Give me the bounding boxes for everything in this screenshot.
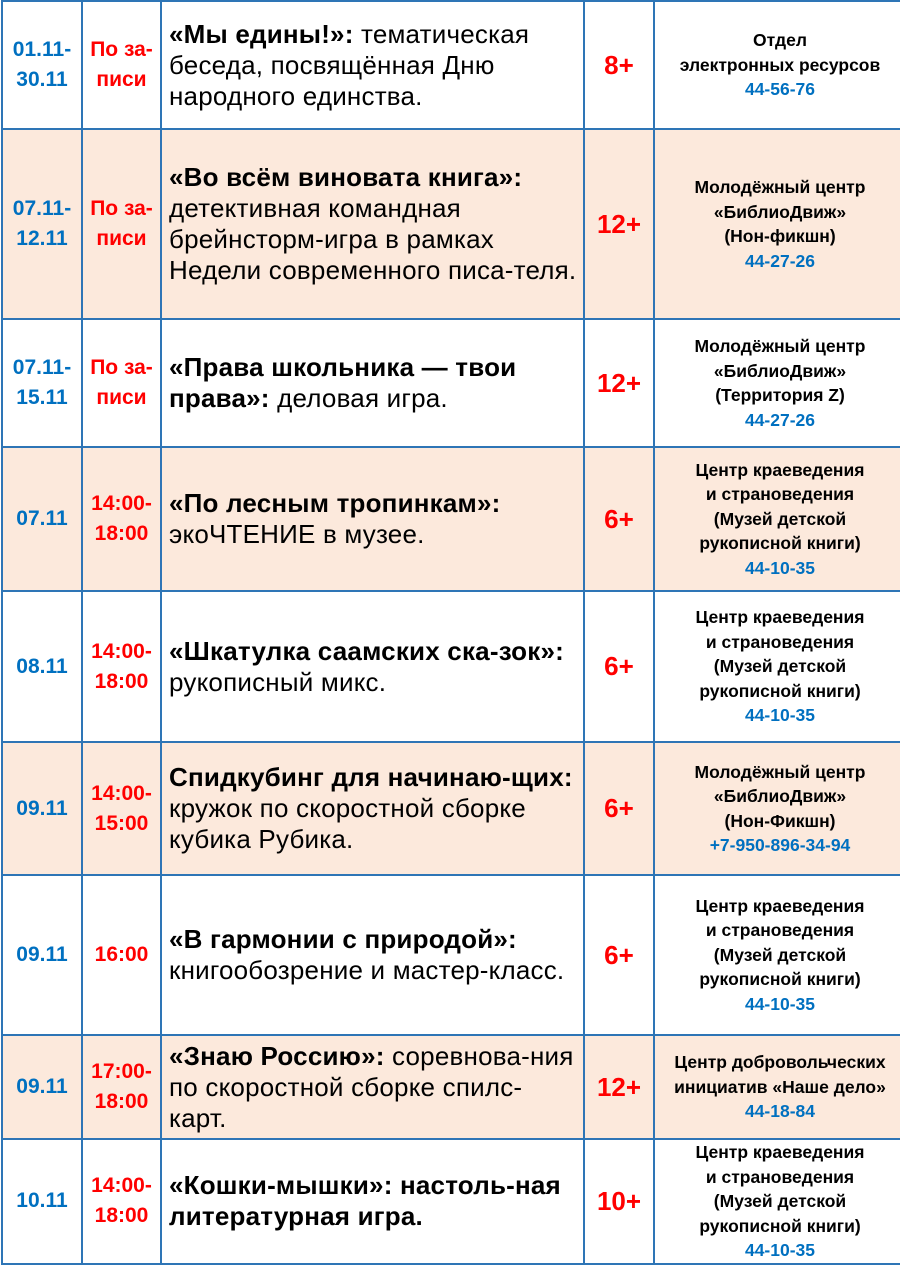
event-title	[161, 319, 584, 447]
venue-line: электронных ресурсов	[679, 54, 881, 75]
event-date	[2, 1, 82, 129]
event-time-line: писи	[96, 386, 147, 409]
event-time-line: 15:00	[94, 811, 149, 835]
event-title	[161, 1035, 584, 1139]
event-venue	[654, 1139, 900, 1264]
event-date	[2, 447, 82, 591]
event-date	[2, 1035, 82, 1139]
age-rating: 10+	[584, 1139, 654, 1264]
event-time-line: По за-	[90, 38, 153, 61]
event-time	[82, 1139, 161, 1264]
event-date	[2, 875, 82, 1035]
age-rating: 12+	[584, 129, 654, 319]
event-description: деловая игра.	[269, 383, 448, 413]
age-rating: 6+	[584, 875, 654, 1035]
event-time-line: По за-	[90, 197, 153, 220]
event-date-line: 07.11	[16, 507, 68, 530]
age-rating: 6+	[584, 447, 654, 591]
event-venue	[654, 875, 900, 1035]
event-date-line: 09.11	[16, 1075, 68, 1098]
venue-line: (Музей детской	[713, 508, 847, 529]
event-time	[82, 319, 161, 447]
event-date-line: 01.11-	[12, 38, 72, 61]
event-date-line: 07.11-	[12, 356, 72, 379]
event-date-line: 30.11	[16, 68, 68, 91]
event-venue	[654, 1035, 900, 1139]
venue-line: Молодёжный центр	[694, 177, 866, 197]
venue-line: Центр краеведения	[695, 607, 865, 628]
venue-line: (Музей детской	[713, 1191, 847, 1211]
venue-line: Центр краеведения	[695, 1142, 865, 1162]
venue-line: (Музей детской	[713, 656, 847, 677]
event-description: экоЧТЕНИЕ в музее.	[169, 519, 425, 549]
event-date	[2, 129, 82, 319]
age-rating: 6+	[584, 591, 654, 742]
event-description: детективная командная брейнсторм-игра в рамках Недели современного писа-теля.	[169, 193, 577, 285]
event-name: «Во всём виновата книга»:	[169, 162, 523, 192]
event-venue	[654, 447, 900, 591]
event-name: «Мы едины!»:	[169, 18, 354, 49]
table-row	[2, 875, 900, 1035]
venue-line: Центр добровольческих	[674, 1052, 886, 1073]
event-name: «Права школьника — твои права»:	[169, 352, 517, 413]
event-title	[161, 447, 584, 591]
events-table-body	[2, 1, 900, 1264]
event-time-line: 18:00	[94, 522, 149, 545]
event-title	[161, 875, 584, 1035]
event-name: «Знаю Россию»:	[169, 1040, 385, 1071]
event-title	[161, 1, 584, 129]
venue-phone: 44-27-26	[744, 409, 816, 430]
event-time	[82, 1, 161, 129]
event-time-line: 16:00	[94, 943, 149, 966]
event-time-line: 18:00	[94, 669, 149, 693]
event-date-line: 12.11	[16, 227, 68, 250]
venue-line: Молодёжный центр	[694, 761, 866, 782]
venue-line: (Нон-фикшн)	[724, 226, 836, 246]
event-description: кружок по скоростной сборке кубика Рубика.	[169, 793, 526, 854]
table-row	[2, 742, 900, 875]
event-date	[2, 742, 82, 875]
event-venue	[654, 319, 900, 447]
event-date-line: 09.11	[16, 943, 68, 966]
venue-line: Отдел	[753, 30, 807, 51]
table-row	[2, 1, 900, 129]
event-time	[82, 591, 161, 742]
venue-line: и страноведения	[705, 920, 855, 941]
venue-line: «БиблиоДвиж»	[713, 786, 847, 806]
event-time-line: 14:00-	[91, 492, 152, 515]
event-date-line: 10.11	[16, 1189, 68, 1213]
event-time-line: 18:00	[94, 1090, 149, 1113]
event-time	[82, 1035, 161, 1139]
venue-phone: 44-10-35	[744, 1240, 816, 1260]
event-date	[2, 319, 82, 447]
venue-phone: 44-27-26	[744, 250, 816, 271]
event-date-line: 09.11	[16, 796, 68, 820]
event-venue	[654, 742, 900, 875]
venue-phone: 44-10-35	[744, 993, 816, 1014]
venue-line: инициатив «Наше дело»	[674, 1076, 886, 1097]
table-row	[2, 129, 900, 319]
venue-phone: 44-10-35	[744, 557, 816, 578]
venue-line: Молодёжный центр	[694, 336, 866, 356]
event-name: «Кошки-мышки»: настоль-ная литературная игра.	[169, 1170, 561, 1232]
table-row	[2, 1139, 900, 1264]
event-time-line: 18:00	[94, 1204, 149, 1228]
event-time-line: 17:00-	[91, 1060, 152, 1083]
event-time-line: По за-	[90, 356, 153, 379]
event-venue	[654, 591, 900, 742]
event-time	[82, 742, 161, 875]
age-rating: 8+	[584, 1, 654, 129]
venue-line: (Нон-Фикшн)	[724, 810, 836, 831]
event-description: соревнова-ния по скоростной сборке спилс-карт.	[169, 1040, 574, 1133]
venue-phone: 44-10-35	[744, 705, 816, 726]
venue-line: Центр краеведения	[695, 459, 865, 480]
table-row	[2, 447, 900, 591]
event-title	[161, 129, 584, 319]
venue-line: рукописной книги)	[699, 533, 861, 554]
event-description: книгообозрение и мастер-класс.	[169, 955, 565, 985]
venue-line: и страноведения	[705, 631, 855, 652]
event-title	[161, 1139, 584, 1264]
venue-line: «БиблиоДвиж»	[713, 360, 847, 381]
venue-line: (Музей детской	[713, 944, 847, 965]
venue-line: и страноведения	[705, 1166, 855, 1187]
event-time-line: 14:00-	[91, 1174, 152, 1198]
event-venue	[654, 129, 900, 319]
venue-phone: 44-56-76	[744, 79, 816, 100]
event-venue	[654, 1, 900, 129]
event-time	[82, 875, 161, 1035]
event-date	[2, 1139, 82, 1264]
venue-line: (Территория Z)	[715, 385, 845, 405]
venue-line: рукописной книги)	[699, 969, 861, 990]
venue-phone: +7-950-896-34-94	[709, 835, 851, 855]
venue-line: Центр краеведения	[695, 895, 865, 916]
venue-line: «БиблиоДвиж»	[713, 201, 847, 222]
event-date-line: 15.11	[16, 386, 68, 409]
venue-line: рукописной книги)	[699, 680, 861, 701]
event-description: тематическая беседа, посвящённая Дню народного единства.	[169, 18, 530, 111]
event-time-line: писи	[96, 68, 147, 91]
event-date	[2, 591, 82, 742]
event-time-line: 14:00-	[91, 781, 152, 805]
event-date-line: 08.11	[16, 654, 68, 678]
event-date-line: 07.11-	[12, 197, 72, 220]
table-row	[2, 319, 900, 447]
events-table	[1, 0, 900, 1265]
event-name: «По лесным тропинкам»:	[169, 488, 501, 518]
event-time-line: писи	[96, 227, 147, 250]
event-time-line: 14:00-	[91, 639, 152, 663]
venue-phone: 44-18-84	[744, 1101, 816, 1122]
venue-line: и страноведения	[705, 484, 855, 505]
event-name: «Шкатулка саамских ска-зок»:	[169, 635, 564, 666]
event-name: Спидкубинг для начинаю-щих:	[169, 762, 573, 792]
event-time	[82, 447, 161, 591]
event-time	[82, 129, 161, 319]
table-row	[2, 591, 900, 742]
venue-line: рукописной книги)	[699, 1215, 861, 1236]
age-rating: 6+	[584, 742, 654, 875]
event-description: рукописный микс.	[169, 666, 387, 697]
age-rating: 12+	[584, 319, 654, 447]
table-row	[2, 1035, 900, 1139]
age-rating: 12+	[584, 1035, 654, 1139]
event-title	[161, 742, 584, 875]
event-name: «В гармонии с природой»:	[169, 924, 517, 954]
event-title	[161, 591, 584, 742]
